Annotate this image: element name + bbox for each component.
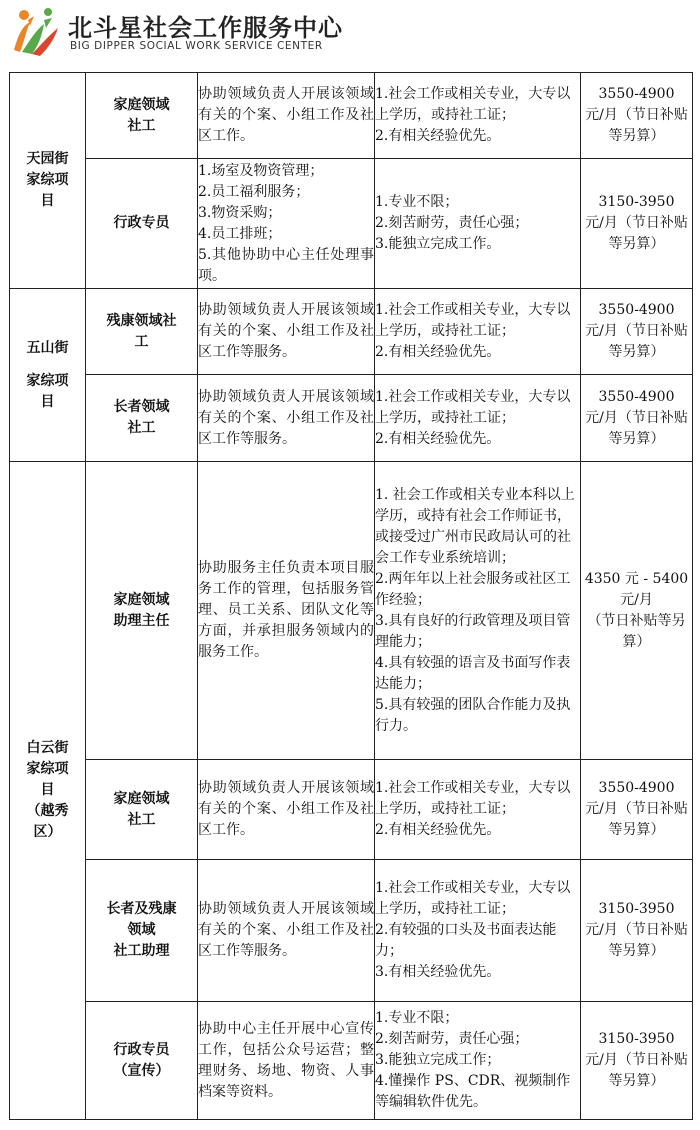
org-name-cn: 北斗星社会工作服务中心 — [68, 14, 343, 42]
position-duties: 协助领域负责人开展该领域有关的个案、小组工作及社区工作。 — [198, 760, 375, 860]
table-row — [10, 289, 693, 375]
table-row — [10, 860, 693, 1002]
position-duties: 协助领域负责人开展该领域有关的个案、小组工作及社区工作等服务。 — [198, 289, 375, 375]
table-row — [10, 1002, 693, 1120]
position-salary: 3150-3950 元/月（节日补贴等另算） — [581, 860, 693, 1002]
position-title: 行政专员 — [86, 159, 198, 289]
project-name-cell: 五山街 家综项 目 — [10, 289, 86, 462]
position-duties: 协助领域负责人开展该领域有关的个案、小组工作及社区工作等服务。 — [198, 375, 375, 462]
table-row — [10, 73, 693, 159]
position-title: 长者领域 社工 — [86, 375, 198, 462]
position-duties: 协助中心主任开展中心宣传工作，包括公众号运营；整理财务、场地、物资、人事档案等资料。 — [198, 1002, 375, 1120]
position-salary: 3550-4900 元/月（节日补贴等另算） — [581, 375, 693, 462]
position-duties: 协助服务主任负责本项目服务工作的管理，包括服务管理、员工关系、团队文化等方面，并承担服务领域内的服务工作。 — [198, 462, 375, 760]
position-salary: 3550-4900 元/月（节日补贴等另算） — [581, 73, 693, 159]
page-header — [0, 0, 700, 70]
position-title: 残康领域社 工 — [86, 289, 198, 375]
position-title: 家庭领域 助理主任 — [86, 462, 198, 760]
position-salary: 3150-3950 元/月（节日补贴等另算） — [581, 159, 693, 289]
position-title: 行政专员 （宣传） — [86, 1002, 198, 1120]
position-requirements: 1.社会工作或相关专业，大专以上学历，或持社工证； 2.有相关经验优先。 — [375, 73, 581, 159]
position-duties: 协助领域负责人开展该领域有关的个案、小组工作及社区工作。 — [198, 73, 375, 159]
position-title: 家庭领域 社工 — [86, 760, 198, 860]
table-row — [10, 462, 693, 760]
big-dipper-logo-icon — [8, 6, 64, 58]
position-requirements: 1.社会工作或相关专业，大专以上学历，或持社工证； 2.有相关经验优先。 — [375, 375, 581, 462]
position-requirements: 1.专业不限； 2.刻苦耐劳，责任心强； 3.能独立完成工作； 4.懂操作 PS、CDR、视频制作等编辑软件优先。 — [375, 1002, 581, 1120]
position-salary: 3150-3950 元/月（节日补贴等另算） — [581, 1002, 693, 1120]
position-duties: 协助领域负责人开展该领域有关的个案、小组工作及社区工作等服务。 — [198, 860, 375, 1002]
org-name-en: BIG DIPPER SOCIAL WORK SERVICE CENTER — [70, 40, 323, 52]
position-salary: 3550-4900 元/月（节日补贴等另算） — [581, 289, 693, 375]
position-salary: 4350 元 - 5400 元/月 （节日补贴等另算） — [581, 462, 693, 760]
position-salary: 3550-4900 元/月（节日补贴等另算） — [581, 760, 693, 860]
position-title: 家庭领域 社工 — [86, 73, 198, 159]
job-table — [9, 72, 693, 1120]
project-name-cell: 天园街 家综项 目 — [10, 73, 86, 289]
position-requirements: 1. 社会工作或相关专业本科以上学历，或持有社会工作师证书，或接受过广州市民政局认可的社会工作专业系统培训； 2.两年年以上社会服务或社区工作经验； 3.具有良好的行政管理及项目管理能力； 4.具有较强的语言及书面写作表达能力； 5.具有较强的团队合作能力及执行力。 — [375, 462, 581, 760]
position-requirements: 1.社会工作或相关专业，大专以上学历，或持社工证； 2.有相关经验优先。 — [375, 289, 581, 375]
position-title: 长者及残康 领域 社工助理 — [86, 860, 198, 1002]
position-requirements: 1.社会工作或相关专业，大专以上学历，或持社工证； 2.有较强的口头及书面表达能力； 3.有相关经验优先。 — [375, 860, 581, 1002]
project-name-cell: 白云街 家综项 目 （越秀 区） — [10, 462, 86, 1120]
table-row — [10, 760, 693, 860]
position-requirements: 1.专业不限； 2.刻苦耐劳，责任心强； 3.能独立完成工作。 — [375, 159, 581, 289]
position-requirements: 1.社会工作或相关专业，大专以上学历，或持社工证； 2.有相关经验优先。 — [375, 760, 581, 860]
table-row — [10, 375, 693, 462]
table-row — [10, 159, 693, 289]
position-duties: 1.场室及物资管理； 2.员工福利服务； 3.物资采购； 4.员工排班； 5.其他协助中心主任处理事项。 — [198, 159, 375, 289]
